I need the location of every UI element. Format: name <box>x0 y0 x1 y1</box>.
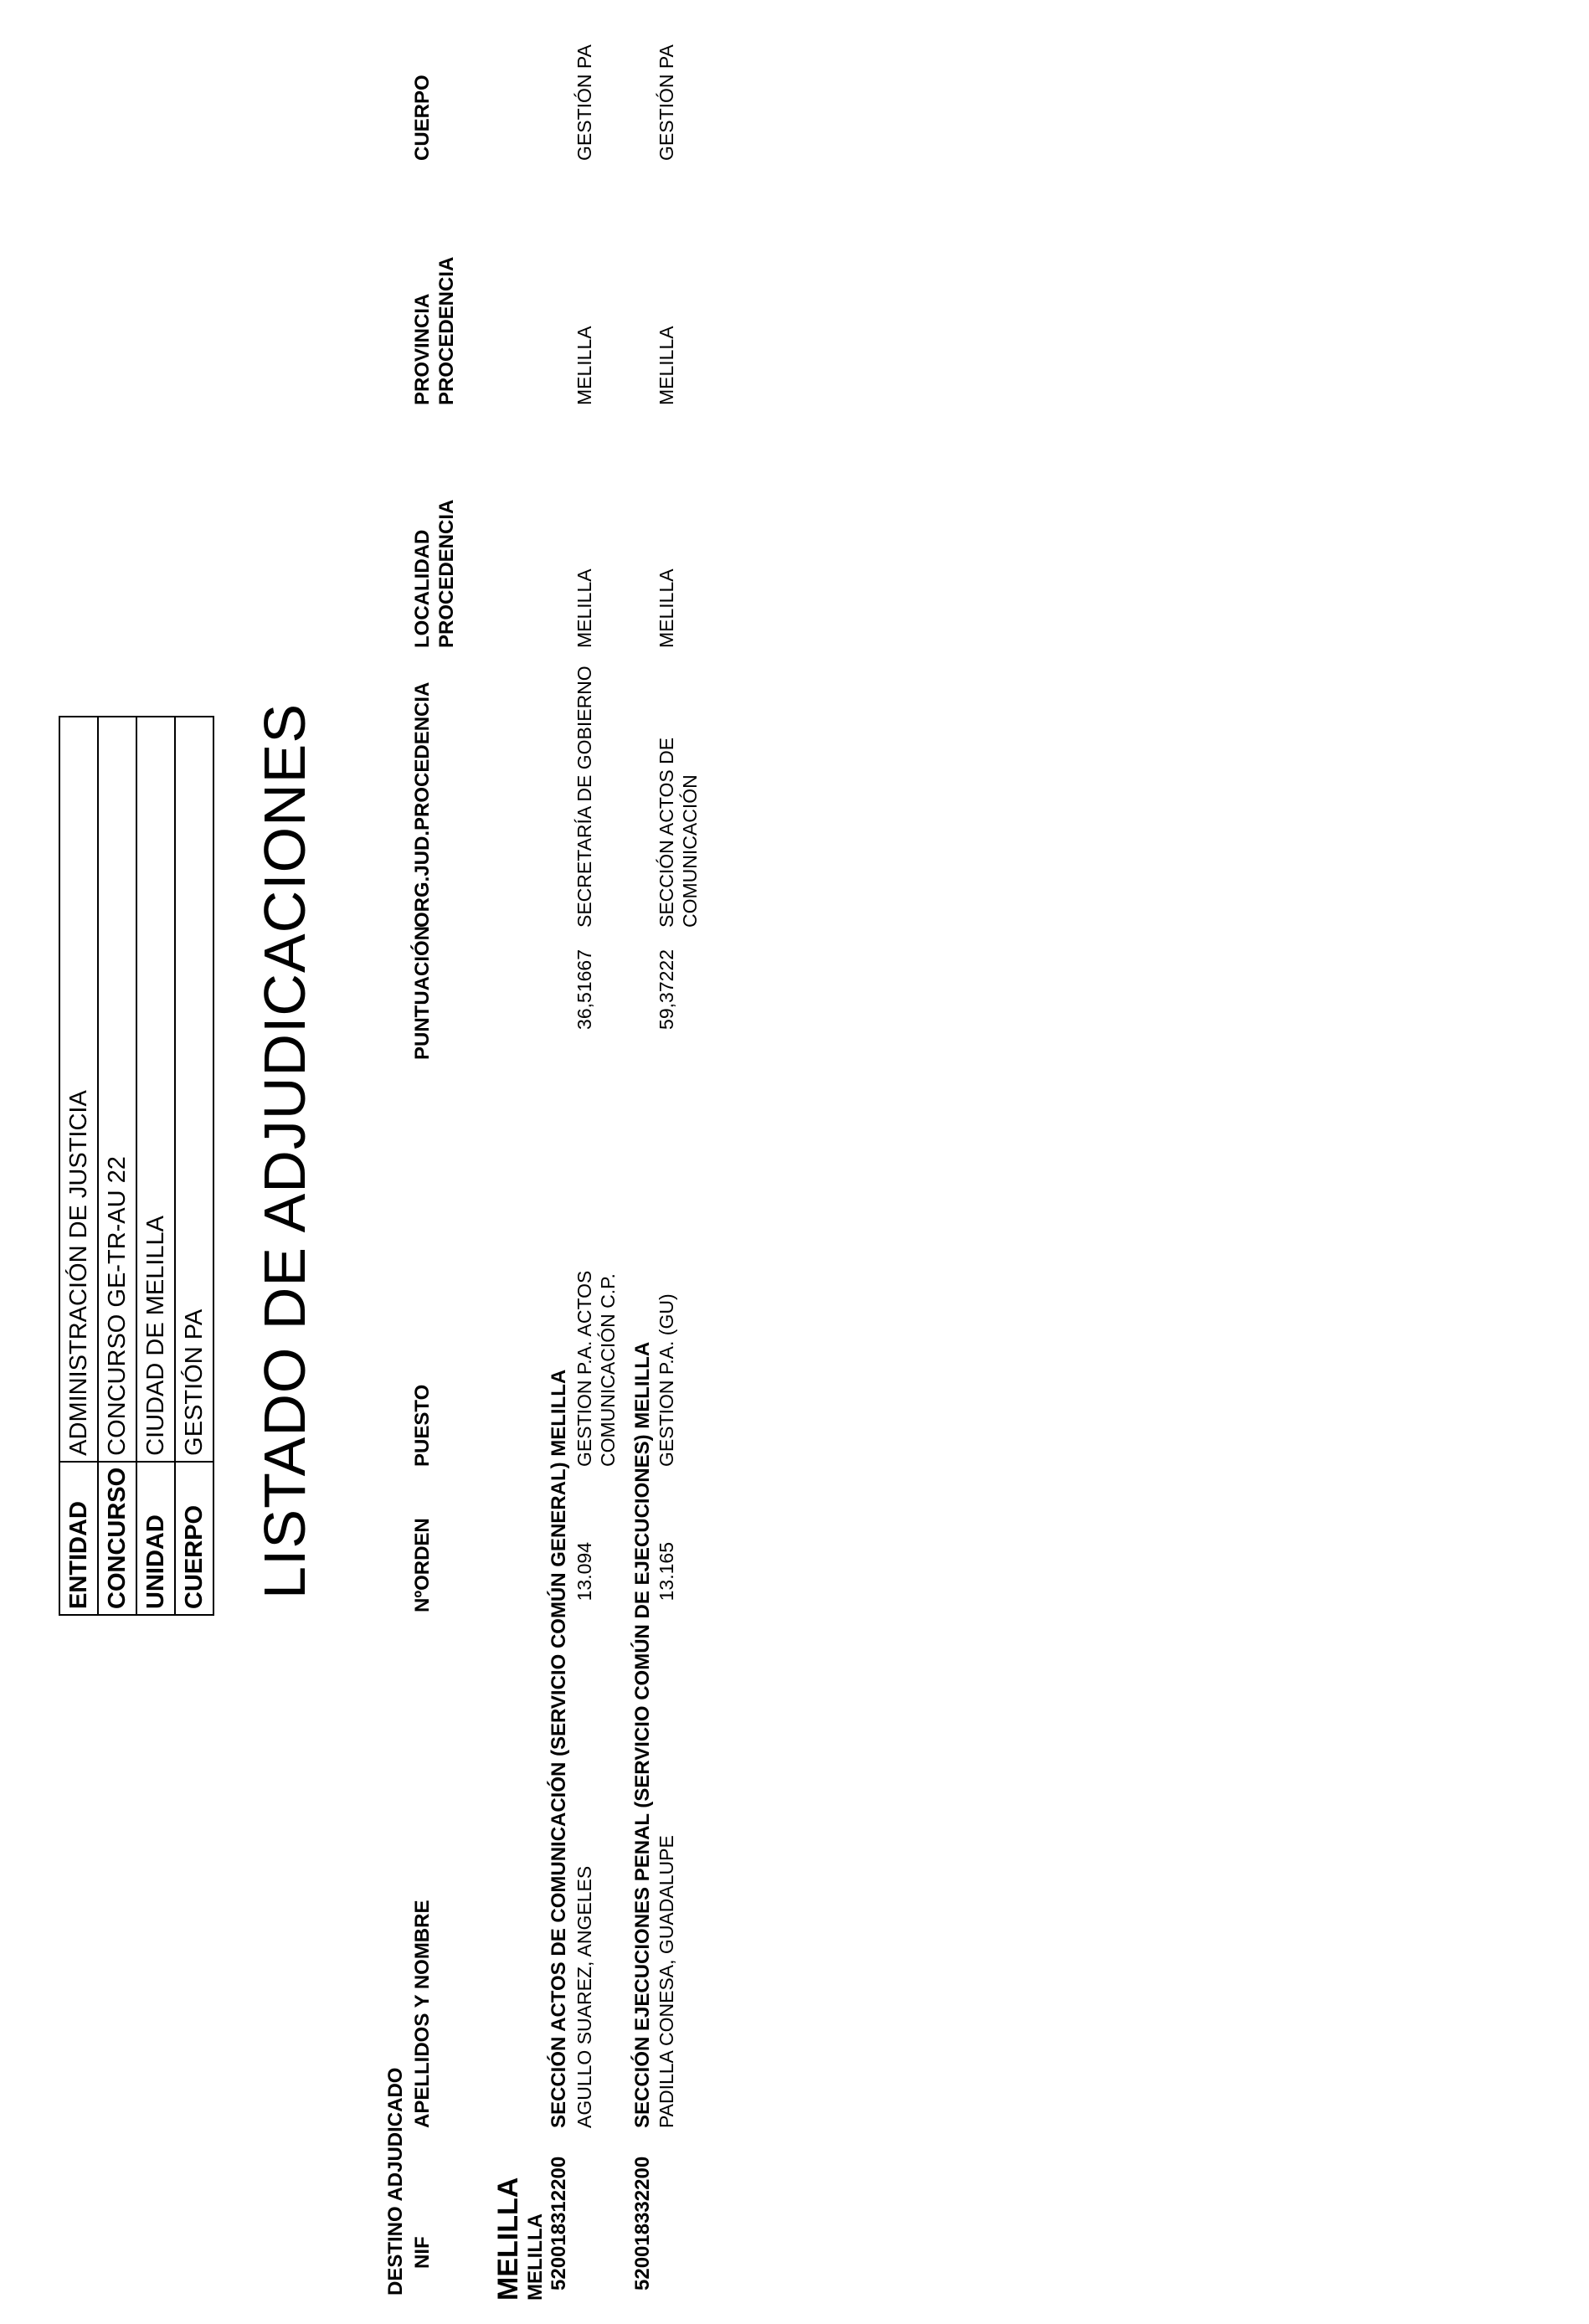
row-localidad: MELILLA <box>656 568 677 648</box>
group-code: 520018332200 <box>631 2156 654 2291</box>
info-label: CUERPO <box>175 1462 213 1615</box>
column-header-nif: NIF <box>411 2236 434 2269</box>
info-value: GESTIÓN PA <box>175 717 213 1462</box>
info-row <box>59 717 98 1615</box>
row-puesto-line1: GESTION P.A. (GU) <box>656 1293 677 1467</box>
row-provincia: MELILLA <box>573 326 595 405</box>
column-header-localidad <box>410 500 459 648</box>
row-organo-line1: SECRETARÍA DE GOBIERNO <box>573 666 595 928</box>
column-header-provincia <box>410 257 459 405</box>
info-value: CONCURSO GE-TR-AU 22 <box>98 717 136 1462</box>
subregion-heading: MELILLA <box>524 2213 547 2301</box>
info-row <box>175 717 213 1615</box>
info-label: UNIDAD <box>136 1462 175 1615</box>
region-heading: MELILLA <box>492 2177 524 2301</box>
row-puntuacion: 59,37222 <box>656 949 677 1030</box>
info-label: CONCURSO <box>98 1462 136 1615</box>
row-nombre: AGULLO SUAREZ, ANGELES <box>573 1865 595 2128</box>
group-code: 520018312200 <box>548 2156 570 2291</box>
row-provincia: MELILLA <box>656 326 677 405</box>
info-value: ADMINISTRACIÓN DE JUSTICIA <box>59 717 98 1462</box>
row-orden: 13.165 <box>656 1542 677 1602</box>
column-header-apellidos: APELLIDOS Y NOMBRE <box>411 1900 434 2128</box>
row-cuerpo: GESTIÓN PA <box>656 44 677 161</box>
row-organo-line2: COMUNICACIÓN <box>679 774 701 928</box>
row-nombre: PADILLA CONESA, GUADALUPE <box>656 1835 677 2128</box>
row-puesto-line2: COMUNICACIÓN C.P. <box>597 1273 619 1467</box>
group-section: SECCIÓN EJECUCIONES PENAL (SERVICIO COMÚN DE EJECUCIONES) MELILLA <box>631 1341 654 2128</box>
row-localidad: MELILLA <box>573 568 595 648</box>
row-puesto-line1: GESTION P.A. ACTOS <box>573 1270 595 1467</box>
info-value: CIUDAD DE MELILLA <box>136 717 175 1462</box>
info-row <box>98 717 136 1615</box>
page-title: LISTADO DE ADJUDICACIONES <box>252 702 317 1599</box>
row-puntuacion: 36,51667 <box>573 949 595 1030</box>
column-header-organo: ORG.JUD.PROCEDENCIA <box>411 681 434 928</box>
column-header-puesto: PUESTO <box>411 1384 434 1467</box>
row-cuerpo: GESTIÓN PA <box>573 44 595 161</box>
row-puesto <box>655 1293 678 1467</box>
row-organo <box>573 666 596 928</box>
column-header-localidad-line2: PROCEDENCIA <box>435 499 458 648</box>
column-header-provincia-line2: PROCEDENCIA <box>435 256 458 405</box>
group-section: SECCIÓN ACTOS DE COMUNICACIÓN (SERVICIO COMÚN GENERAL) MELILLA <box>548 1369 570 2128</box>
info-table <box>59 716 214 1616</box>
info-label: ENTIDAD <box>59 1462 98 1615</box>
row-organo <box>655 738 702 928</box>
info-row <box>136 717 175 1615</box>
row-orden: 13.094 <box>573 1542 595 1602</box>
column-header-norden: NºORDEN <box>411 1518 434 1612</box>
column-header-destino: DESTINO ADJUDICADO <box>384 2067 407 2296</box>
column-header-provincia-line1: PROVINCIA <box>411 293 434 405</box>
column-header-localidad-line1: LOCALIDAD <box>411 529 434 648</box>
row-puesto <box>573 1271 620 1467</box>
row-organo-line1: SECCIÓN ACTOS DE <box>656 737 677 928</box>
column-header-cuerpo: CUERPO <box>411 75 434 161</box>
column-header-puntuacion: PUNTUACIÓN <box>411 926 434 1060</box>
